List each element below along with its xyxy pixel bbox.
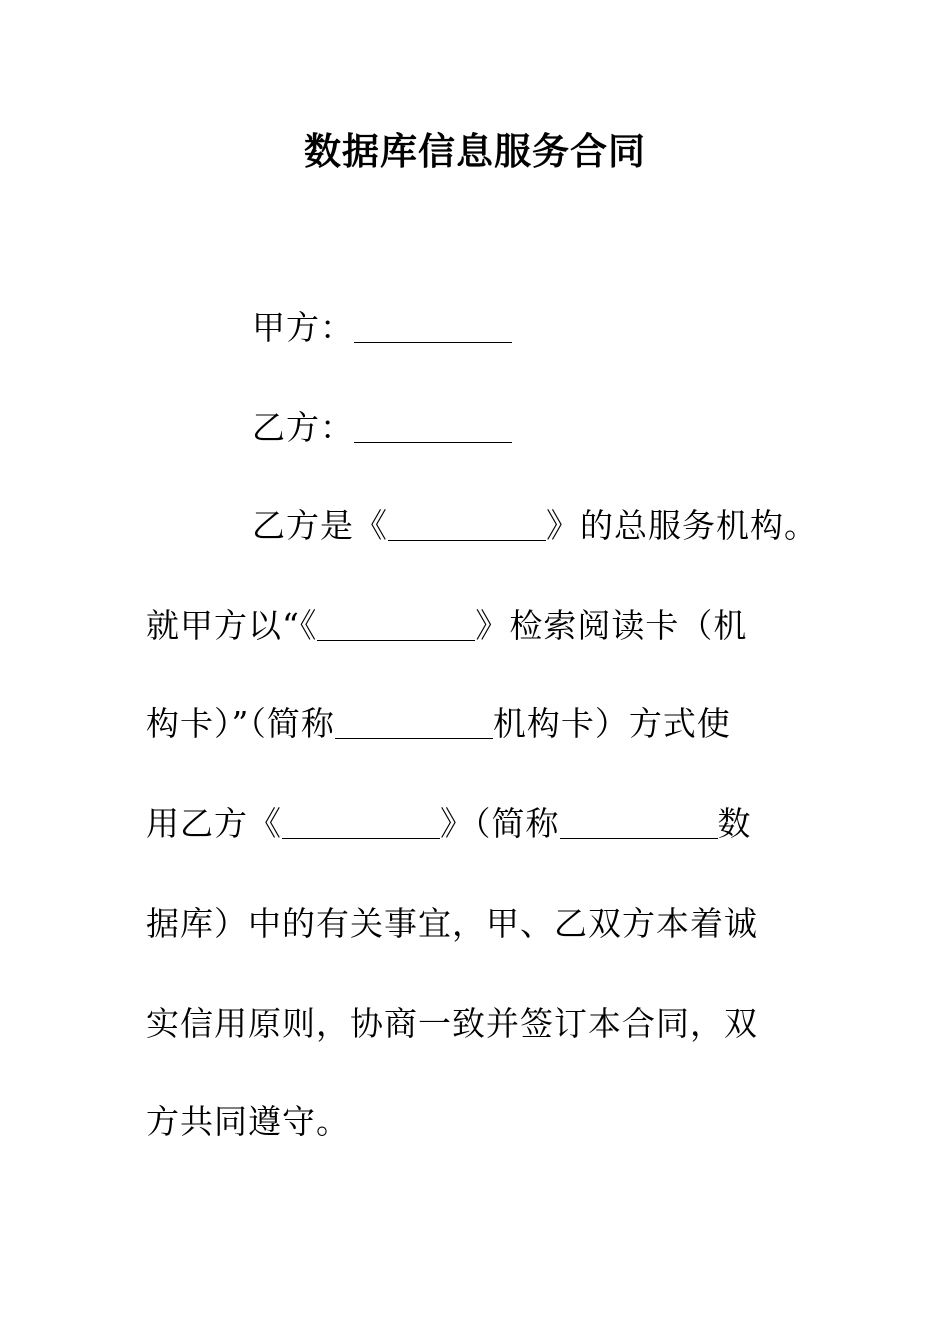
party-a-line — [252, 306, 512, 350]
service-name-blank[interactable] — [388, 508, 546, 541]
card-short-name-blank[interactable] — [335, 706, 493, 739]
document-title: 数据库信息服务合同 — [304, 130, 646, 173]
party-b-label: 乙方： — [252, 408, 354, 447]
paragraph-text: 》检索阅读卡（机 — [475, 606, 748, 645]
party-b-blank[interactable] — [354, 410, 512, 443]
party-a-label: 甲方： — [252, 308, 354, 347]
paragraph-text: 构卡）”（简称 — [146, 704, 335, 743]
paragraph-text: 乙方是《 — [252, 506, 388, 545]
party-a-blank[interactable] — [354, 310, 512, 343]
paragraph-line-2 — [146, 604, 747, 648]
paragraph-text: 》的总服务机构。 — [546, 506, 818, 545]
paragraph-line-7: 方共同遵守。 — [146, 1102, 350, 1141]
paragraph-line-6: 实信用原则，协商一致并签订本合同，双 — [146, 1004, 758, 1043]
paragraph-line-1 — [252, 504, 818, 548]
party-b-line — [252, 406, 512, 450]
card-name-blank[interactable] — [317, 608, 475, 641]
database-name-blank[interactable] — [282, 806, 440, 839]
paragraph-text: 数 — [717, 804, 752, 843]
paragraph-line-3 — [146, 702, 731, 746]
paragraph-line-5: 据库）中的有关事宜，甲、乙双方本着诚 — [146, 904, 758, 943]
database-short-name-blank[interactable] — [560, 806, 718, 839]
paragraph-text: 机构卡）方式使 — [492, 704, 731, 743]
paragraph-text: 》（简称 — [440, 804, 560, 843]
paragraph-line-4 — [146, 802, 752, 846]
paragraph-text: 用乙方《 — [146, 804, 282, 843]
paragraph-text: 就甲方以“《 — [146, 606, 318, 645]
